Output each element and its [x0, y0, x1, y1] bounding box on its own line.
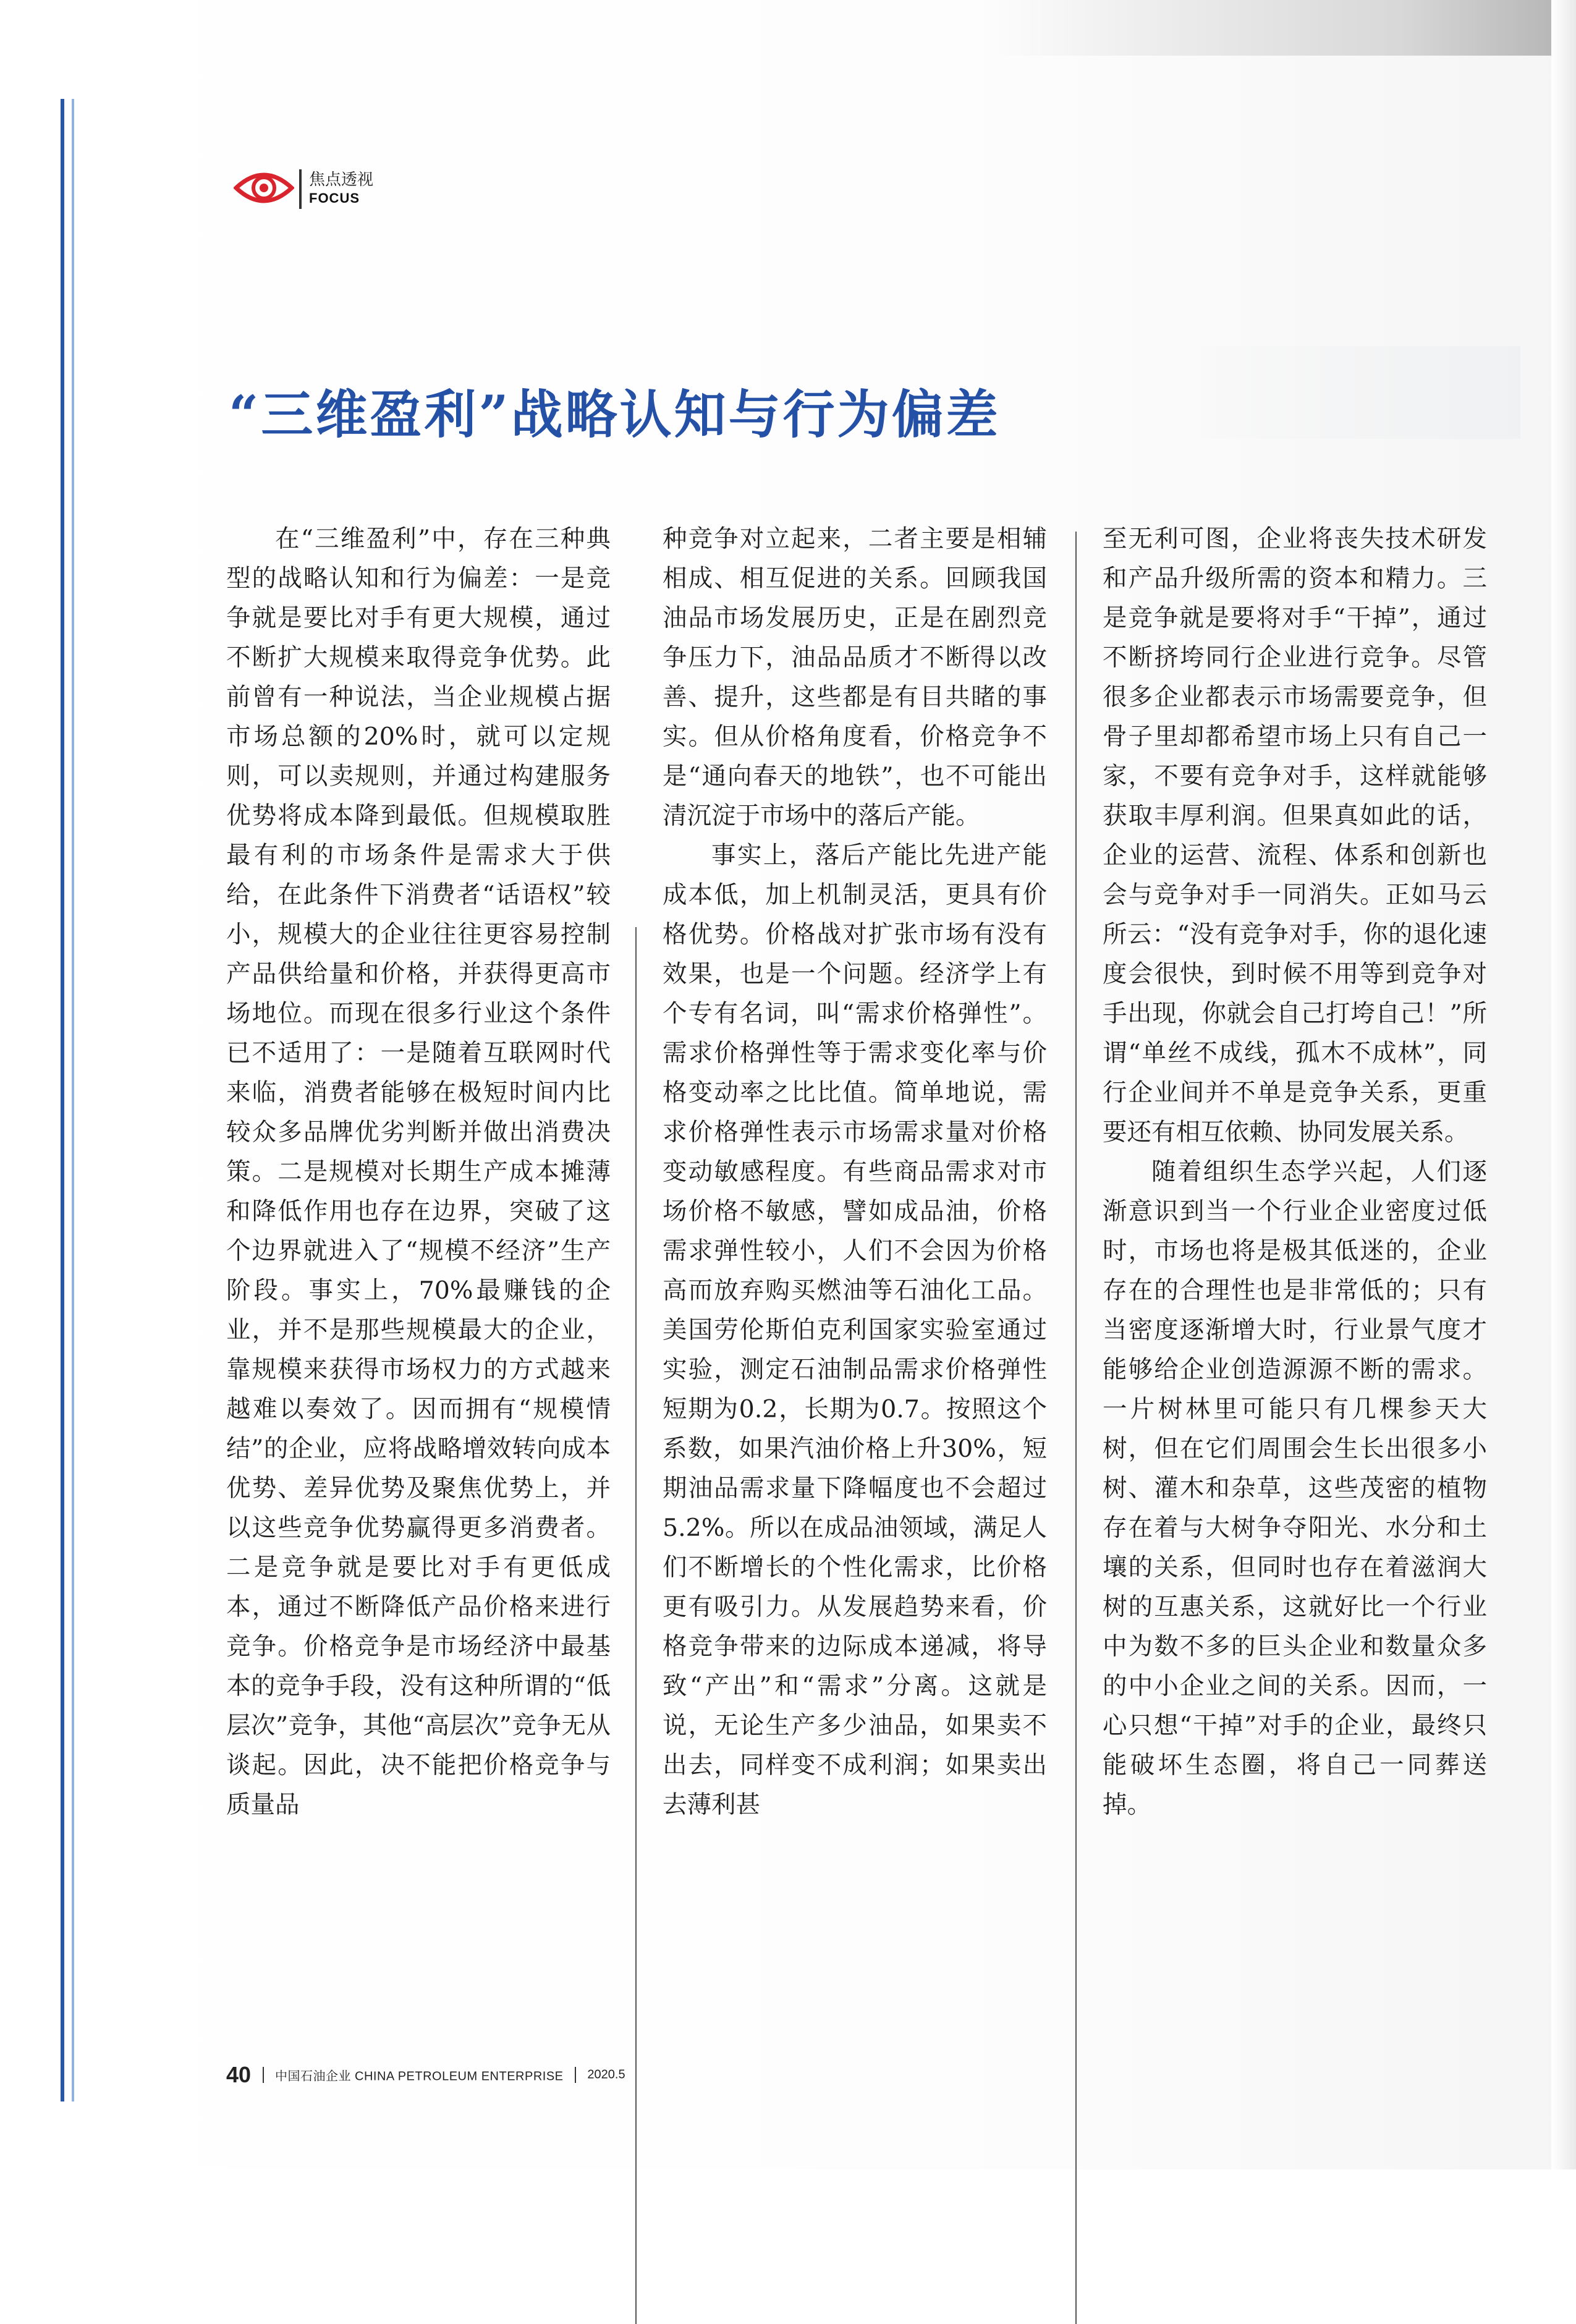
page-number: 40 — [226, 2062, 252, 2087]
page-footer — [226, 2062, 625, 2088]
publication-name: 中国石油企业 CHINA PETROLEUM ENTERPRISE — [274, 2069, 564, 2084]
eye-icon — [234, 166, 294, 210]
top-shadow — [989, 0, 1576, 56]
article-column-2 — [663, 519, 1047, 1825]
column-divider — [635, 927, 637, 2324]
paragraph: 至无利可图，企业将丧失技术研发和产品升级所需的资本和精力。三是竞争就是要将对手“干掉”，通过不断挤垮同行企业进行竞争。尽管很多企业都表示市场需要竞争，但骨子里却都希望市场上只有自己一家，不要有竞争对手，这样就能够获取丰厚利润。但果真如此的话，企业的运营、流程、体系和创新也会与竞争对手一同消失。正如马云所云：“没有竞争对手，你的退化速度会很快，到时候不用等到竞争对手出现，你就会自己打垮自己！”所谓“单丝不成线，孤木不成林”，同行企业间并不单是竞争关系，更重要还有相互依赖、协同发展关系。 — [1103, 525, 1487, 1147]
article-column-1 — [226, 519, 611, 1825]
page-edge-shadow — [1551, 0, 1576, 2169]
footer-divider — [263, 2067, 264, 2083]
paragraph: 在“三维盈利”中，存在三种典型的战略认知和行为偏差：一是竞争就是要比对手有更大规模，通过不断扩大规模来取得竞争优势。此前曾有一种说法，当企业规模占据市场总额的20%时，就可以定规则，可以卖规则，并通过构建服务优势将成本降到最低。但规模取胜最有利的市场条件是需求大于供给，在此条件下消费者“话语权”较小，规模大的企业往往更容易控制产品供给量和价格，并获得更高市场地位。而现在很多行业这个条件已不适用了：一是随着互联网时代来临，消费者能够在极短时间内比较众多品牌优劣判断并做出消费决策。二是规模对长期生产成本摊薄和降低作用也存在边界，突破了这个边界就进入了“规模不经济”生产阶段。事实上，70%最赚钱的企业，并不是那些规模最大的企业，靠规模来获得市场权力的方式越来越难以奏效了。因而拥有“规模情结”的企业，应将战略增效转向成本优势、差异优势及聚焦优势上，并以这些竞争优势赢得更多消费者。二是竞争就是要比对手有更低成本，通过不断降低产品价格来进行竞争。价格竞争是市场经济中最基本的竞争手段，没有这种所谓的“低层次”竞争，其他“高层次”竞争无从谈起。因此，决不能把价格竞争与质量品 — [226, 525, 611, 1819]
column-divider — [1075, 532, 1077, 2324]
article-column-3 — [1103, 519, 1487, 1825]
section-label-cn: 焦点透视 — [309, 171, 374, 189]
left-margin-rule-light — [72, 99, 74, 2101]
paragraph: 事实上，落后产能比先进产能成本低，加上机制灵活，更具有价格优势。价格战对扩张市场有没有效果，也是一个问题。经济学上有个专有名词，叫“需求价格弹性”。需求价格弹性等于需求变化率与价格变动率之比比值。简单地说，需求价格弹性表示市场需求量对价格变动敏感程度。有些商品需求对市场价格不敏感，譬如成品油，价格需求弹性较小，人们不会因为价格高而放弃购买燃油等石油化工品。美国劳伦斯伯克利国家实验室通过实验，测定石油制品需求价格弹性短期为0.2，长期为0.7。按照这个系数，如果汽油价格上升30%，短期油品需求量下降幅度也不会超过5.2%。所以在成品油领域，满足人们不断增长的个性化需求，比价格更有吸引力。从发展趋势来看，价格竞争带来的边际成本递减，将导致“产出”和“需求”分离。这就是说，无论生产多少油品，如果卖不出去，同样变不成利润；如果卖出去薄利甚 — [663, 841, 1047, 1819]
left-margin-rule — [61, 99, 64, 2101]
title-background-decoration — [1174, 346, 1520, 439]
article-title: “三维盈利”战略认知与行为偏差 — [229, 384, 1001, 446]
paragraph: 随着组织生态学兴起，人们逐渐意识到当一个行业企业密度过低时，市场也将是极其低迷的，企业存在的合理性也是非常低的；只有当密度逐渐增大时，行业景气度才能够给企业创造源源不断的需求。一片树林里可能只有几棵参天大树，但在它们周围会生长出很多小树、灌木和杂草，这些茂密的植物存在着与大树争夺阳光、水分和土壤的关系，但同时也存在着滋润大树的互惠关系，这就好比一个行业中为数不多的巨头企业和数量众多的中小企业之间的关系。因而，一心只想“干掉”对手的企业，最终只能破坏生态圈，将自己一同葬送掉。 — [1103, 1158, 1487, 1819]
section-label-en: FOCUS — [309, 190, 360, 206]
paragraph: 种竞争对立起来，二者主要是相辅相成、相互促进的关系。回顾我国油品市场发展历史，正是在剧烈竞争压力下，油品品质才不断得以改善、提升，这些都是有目共睹的事实。但从价格角度看，价格竞争不是“通向春天的地铁”，也不可能出清沉淀于市场中的落后产能。 — [663, 525, 1047, 830]
footer-divider — [575, 2067, 576, 2083]
header-divider — [299, 169, 302, 209]
issue-number: 2020.5 — [587, 2067, 625, 2082]
